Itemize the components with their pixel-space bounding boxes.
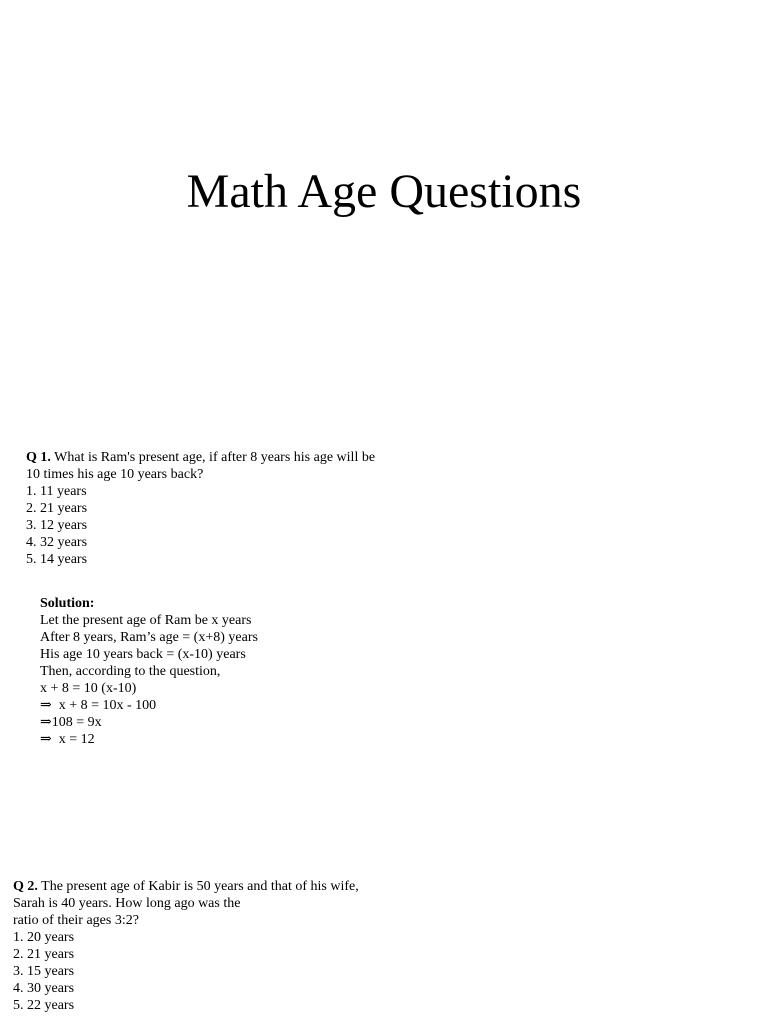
question-2-text-line-2: Sarah is 40 years. How long ago was the: [13, 896, 241, 911]
solution-line: His age 10 years back = (x-10) years: [40, 647, 246, 662]
solution-line: ⇒ x = 12: [40, 732, 95, 747]
solution-heading: Solution:: [40, 596, 95, 611]
question-1-option: 5. 14 years: [26, 552, 88, 567]
solution-line: Let the present age of Ram be x years: [40, 613, 252, 628]
question-1-option: 3. 12 years: [26, 518, 88, 533]
question-1-text: [26, 449, 375, 466]
page-title: Math Age Questions: [186, 165, 582, 218]
question-1-option: 4. 32 years: [26, 535, 88, 550]
solution-line: ⇒ x + 8 = 10x - 100: [40, 698, 157, 713]
question-1-option: 2. 21 years: [26, 501, 88, 516]
question-2-text-line-3: ratio of their ages 3:2?: [13, 913, 139, 928]
question-1-option: 1. 11 years: [26, 484, 87, 499]
solution-line: x + 8 = 10 (x-10): [40, 681, 137, 696]
question-2-label: Q 2.: [13, 879, 38, 894]
question-2-option: 2. 21 years: [13, 947, 75, 962]
solution-line: Then, according to the question,: [40, 664, 221, 679]
question-2-option: 3. 15 years: [13, 964, 75, 979]
question-2-option: 5. 22 years: [13, 998, 75, 1013]
question-1-label: Q 1.: [26, 450, 51, 465]
question-2-text: [13, 878, 359, 895]
question-2-text-line-1: The present age of Kabir is 50 years and that of his wife,: [37, 879, 359, 894]
solution-line: ⇒108 = 9x: [40, 715, 102, 730]
solution-line: After 8 years, Ram’s age = (x+8) years: [40, 630, 258, 645]
question-2-option: 1. 20 years: [13, 930, 75, 945]
question-1-text-line-1: What is Ram's present age, if after 8 years his age will be: [50, 450, 376, 465]
question-1-text-line-2: 10 times his age 10 years back?: [26, 467, 204, 482]
question-2: [13, 878, 359, 1014]
question-1: [26, 449, 375, 568]
solution-1: [40, 595, 258, 748]
question-2-option: 4. 30 years: [13, 981, 75, 996]
